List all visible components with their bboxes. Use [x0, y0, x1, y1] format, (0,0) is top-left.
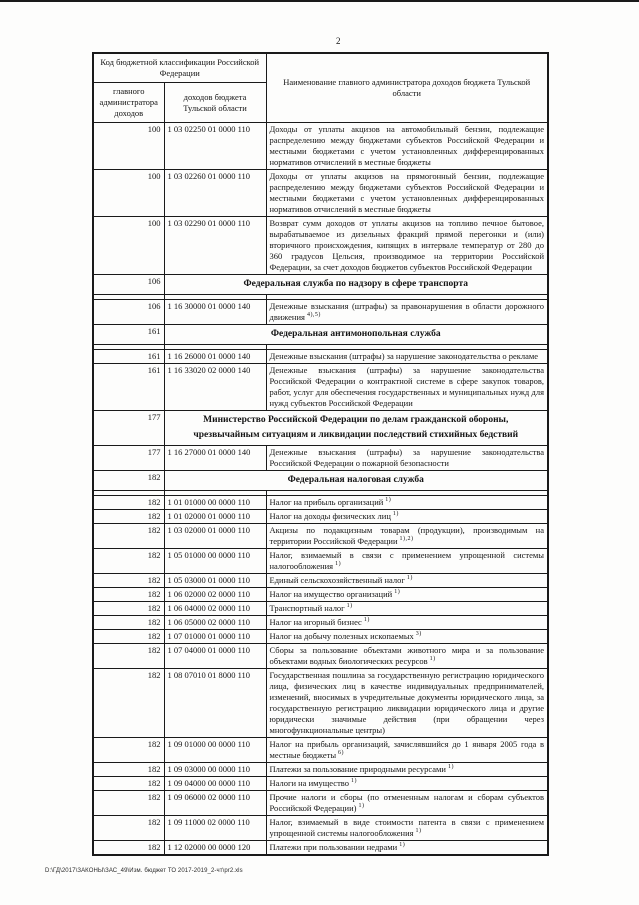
admin-code-cell: 182 — [93, 763, 164, 777]
income-name-text: Налог на прибыль организаций, зачислявшийся до 1 января 2005 года в местные бюджеты — [269, 739, 544, 760]
footnote-marker: 1),2) — [397, 536, 414, 543]
income-name-text: Налог на прибыль организаций — [269, 497, 384, 507]
section-row — [93, 325, 548, 345]
scan-artifact-line — [0, 0, 639, 2]
budget-code-cell: 1 16 26000 01 0000 140 — [164, 350, 266, 364]
section-title-cell: Федеральная служба по надзору в сфере транспорта — [164, 275, 548, 295]
income-name-cell — [266, 170, 548, 217]
income-name-text: Прочие налоги и сборы (по отмененным налогам и сборам субъектов Российской Федерации) — [269, 792, 544, 813]
budget-code-cell: 1 03 02250 01 0000 110 — [164, 123, 266, 170]
section-row — [93, 471, 548, 491]
table-row — [93, 616, 548, 630]
budget-code-cell: 1 09 06000 02 0000 110 — [164, 791, 266, 816]
budget-code-cell: 1 16 27000 01 0000 140 — [164, 446, 266, 471]
footnote-marker: 4),5) — [304, 312, 321, 319]
table-row — [93, 496, 548, 510]
budget-code-cell: 1 09 03000 00 0000 110 — [164, 763, 266, 777]
income-name-cell — [266, 816, 548, 841]
income-name-cell — [266, 644, 548, 669]
table-header — [93, 53, 548, 123]
income-name-text: Транспортный налог — [269, 603, 345, 613]
footnote-marker: 1) — [413, 828, 422, 835]
income-name-text: Денежные взыскания (штрафы) за нарушение законодательства о рекламе — [269, 351, 539, 361]
table-row — [93, 524, 548, 549]
table-row — [93, 791, 548, 816]
budget-code-cell: 1 08 07010 01 8000 110 — [164, 669, 266, 738]
admin-code-cell: 182 — [93, 616, 164, 630]
header-name-column: Наименование главного администратора доходов бюджета Тульской области — [266, 53, 548, 123]
table-row — [93, 816, 548, 841]
admin-code-cell: 182 — [93, 791, 164, 816]
admin-code-cell: 161 — [93, 350, 164, 364]
table-row — [93, 630, 548, 644]
income-name-text: Денежные взыскания (штрафы) за нарушение законодательства Российской Федерации о контрактной системе в сфере закупок товаров, работ, услуг для обеспечения государственных и муниципальных нужд для нужд субъектов Российской Федерации — [269, 365, 544, 408]
income-name-cell — [266, 763, 548, 777]
income-name-text: Налог, взимаемый в связи с применением упрощенной системы налогообложения — [269, 550, 544, 571]
admin-code-cell: 100 — [93, 217, 164, 275]
income-name-cell — [266, 446, 548, 471]
table-row — [93, 123, 548, 170]
income-name-text: Налог, взимаемый в виде стоимости патента в связи с применением упрощенной системы налогообложения — [269, 817, 544, 838]
income-name-cell — [266, 217, 548, 275]
budget-code-cell: 1 05 01000 00 0000 110 — [164, 549, 266, 574]
income-name-cell — [266, 841, 548, 856]
budget-code-cell: 1 01 02000 01 0000 110 — [164, 510, 266, 524]
admin-code-cell: 182 — [93, 841, 164, 856]
income-name-cell — [266, 300, 548, 325]
income-name-cell — [266, 549, 548, 574]
section-title-cell: Министерство Российской Федерации по делам гражданской обороны, чрезвычайным ситуациям и ликвидации последствий стихийных бедствий — [164, 411, 548, 446]
income-name-cell — [266, 602, 548, 616]
footnote-marker: 1) — [390, 511, 399, 518]
header-budget-code-column: доходов бюджета Тульской области — [164, 83, 266, 123]
income-name-text: Акцизы по подакцизным товарам (продукции), производимым на территории Российской Федерации — [269, 525, 544, 546]
income-name-text: Государственная пошлина за государственную регистрацию юридического лица, физических лиц в качестве индивидуальных предпринимателей, изменений, вносимых в учредительные документы юридического лица, за государственную регистрацию ликвидации юридического лица и другие юридически значимые действия (при обращении через многофункциональные центры) — [269, 670, 544, 735]
budget-code-cell: 1 03 02000 01 0000 110 — [164, 524, 266, 549]
admin-code-cell: 182 — [93, 588, 164, 602]
admin-code-cell: 182 — [93, 738, 164, 763]
admin-code-cell: 182 — [93, 524, 164, 549]
footnote-marker: 1) — [356, 803, 365, 810]
income-name-text: Платежи за пользование природными ресурсами — [269, 764, 446, 774]
table-row — [93, 300, 548, 325]
budget-code-cell: 1 16 33020 02 0000 140 — [164, 364, 266, 411]
section-title-cell: Федеральная налоговая служба — [164, 471, 548, 491]
table-row — [93, 669, 548, 738]
income-name-cell — [266, 630, 548, 644]
admin-code-cell: 177 — [93, 411, 164, 446]
header-row-top — [93, 53, 548, 83]
admin-code-cell: 106 — [93, 300, 164, 325]
table-row — [93, 364, 548, 411]
income-name-text: Налог на имущество организаций — [269, 589, 393, 599]
income-name-text: Денежные взыскания (штрафы) за правонарушения в области дорожного движения — [269, 301, 544, 322]
table-row — [93, 763, 548, 777]
admin-code-cell: 182 — [93, 496, 164, 510]
income-name-text: Налоги на имущество — [269, 778, 349, 788]
table-row — [93, 170, 548, 217]
footnote-marker: 6) — [336, 750, 345, 757]
footnote-marker: 1) — [348, 778, 357, 785]
footnote-marker: 1) — [397, 842, 406, 849]
table-row — [93, 549, 548, 574]
footer-file-path: D:\ГД\2017\ЗАКОНЫ\ЗАС_49\Изм. бюджет ТО 2017-2019_2-чт\pr2.xls — [45, 868, 243, 874]
budget-code-cell: 1 16 30000 01 0000 140 — [164, 300, 266, 325]
income-name-cell — [266, 524, 548, 549]
budget-classification-table — [92, 52, 549, 856]
table-body — [93, 123, 548, 856]
budget-code-cell: 1 06 05000 02 0000 110 — [164, 616, 266, 630]
budget-code-cell: 1 07 01000 01 0000 110 — [164, 630, 266, 644]
table-row — [93, 588, 548, 602]
table-row — [93, 510, 548, 524]
table-row — [93, 644, 548, 669]
table-row — [93, 446, 548, 471]
footnote-marker: 1) — [445, 764, 454, 771]
admin-code-cell: 182 — [93, 510, 164, 524]
budget-code-cell: 1 03 02260 01 0000 110 — [164, 170, 266, 217]
admin-code-cell: 182 — [93, 630, 164, 644]
table-row — [93, 602, 548, 616]
income-name-cell — [266, 588, 548, 602]
admin-code-cell: 182 — [93, 549, 164, 574]
table-row — [93, 777, 548, 791]
table-row — [93, 350, 548, 364]
footnote-marker: 1) — [404, 575, 413, 582]
admin-code-cell: 106 — [93, 275, 164, 295]
footnote-marker: 1) — [333, 561, 342, 568]
footnote-marker: 1) — [361, 617, 370, 624]
page-number: 2 — [336, 36, 341, 46]
budget-code-cell: 1 03 02290 01 0000 110 — [164, 217, 266, 275]
section-row — [93, 411, 548, 446]
footnote-marker: 1) — [427, 656, 436, 663]
admin-code-cell: 182 — [93, 669, 164, 738]
admin-code-cell: 182 — [93, 471, 164, 491]
income-name-text: Единый сельскохозяйственный налог — [269, 575, 405, 585]
admin-code-cell: 182 — [93, 574, 164, 588]
admin-code-cell: 182 — [93, 777, 164, 791]
section-row — [93, 275, 548, 295]
table-row — [93, 217, 548, 275]
income-name-text: Денежные взыскания (штрафы) за нарушение законодательства Российской Федерации о пожарной безопасности — [269, 447, 544, 468]
footnote-marker: 1) — [383, 497, 392, 504]
income-name-text: Сборы за пользование объектами животного мира и за пользование объектами водных биологических ресурсов — [269, 645, 544, 666]
budget-code-cell: 1 09 11000 02 0000 110 — [164, 816, 266, 841]
income-name-cell — [266, 123, 548, 170]
admin-code-cell: 182 — [93, 602, 164, 616]
admin-code-cell: 100 — [93, 123, 164, 170]
admin-code-cell: 177 — [93, 446, 164, 471]
income-name-text: Возврат сумм доходов от уплаты акцизов на топливо печное бытовое, вырабатываемое из дизельных фракций прямой перегонки и (или) вторичного происхождения, кипящих в интервале температур от 280 до 360 градусов Цельсия, производимое на территории Российской Федерации, за счет доходов бюджетов субъектов Российской Федерации — [269, 218, 544, 272]
budget-code-cell: 1 12 02000 00 0000 120 — [164, 841, 266, 856]
income-name-cell — [266, 777, 548, 791]
income-name-cell — [266, 510, 548, 524]
admin-code-cell: 182 — [93, 644, 164, 669]
income-name-cell — [266, 669, 548, 738]
income-name-text: Доходы от уплаты акцизов на автомобильный бензин, подлежащие распределению между бюджетами субъектов Российской Федерации и местными бюджетами с учетом установленных дифференцированных нормативов отчислений в местные бюджеты — [269, 124, 544, 167]
income-name-text: Доходы от уплаты акцизов на прямогонный бензин, подлежащие распределению между бюджетами субъектов Российской Федерации и местными бюджетами с учетом установленных дифференцированных нормативов отчислений в местные бюджеты — [269, 171, 544, 214]
budget-code-cell: 1 06 02000 02 0000 110 — [164, 588, 266, 602]
header-admin-code-column: главного администратора доходов — [93, 83, 164, 123]
income-name-cell — [266, 364, 548, 411]
income-name-text: Налог на добычу полезных ископаемых — [269, 631, 414, 641]
budget-code-cell: 1 01 01000 00 0000 110 — [164, 496, 266, 510]
income-name-cell — [266, 738, 548, 763]
admin-code-cell: 182 — [93, 816, 164, 841]
table-row — [93, 841, 548, 856]
footnote-marker: 1) — [344, 603, 353, 610]
income-name-text: Налог на игорный бизнес — [269, 617, 362, 627]
admin-code-cell: 100 — [93, 170, 164, 217]
section-title-cell: Федеральная антимонопольная служба — [164, 325, 548, 345]
admin-code-cell: 161 — [93, 325, 164, 345]
budget-code-cell: 1 06 04000 02 0000 110 — [164, 602, 266, 616]
footnote-marker: 1) — [392, 589, 401, 596]
footnote-marker: 3) — [413, 631, 422, 638]
income-name-cell — [266, 350, 548, 364]
budget-code-cell: 1 09 01000 00 0000 110 — [164, 738, 266, 763]
income-name-cell — [266, 616, 548, 630]
table-row — [93, 738, 548, 763]
income-name-cell — [266, 791, 548, 816]
budget-code-cell: 1 05 03000 01 0000 110 — [164, 574, 266, 588]
income-name-cell — [266, 574, 548, 588]
income-name-cell — [266, 496, 548, 510]
income-name-text: Платежи при пользовании недрами — [269, 842, 398, 852]
header-code-group: Код бюджетной классификации Российской Федерации — [93, 53, 266, 83]
budget-code-cell: 1 09 04000 00 0000 110 — [164, 777, 266, 791]
income-name-text: Налог на доходы физических лиц — [269, 511, 391, 521]
budget-code-cell: 1 07 04000 01 0000 110 — [164, 644, 266, 669]
table-row — [93, 574, 548, 588]
admin-code-cell: 161 — [93, 364, 164, 411]
